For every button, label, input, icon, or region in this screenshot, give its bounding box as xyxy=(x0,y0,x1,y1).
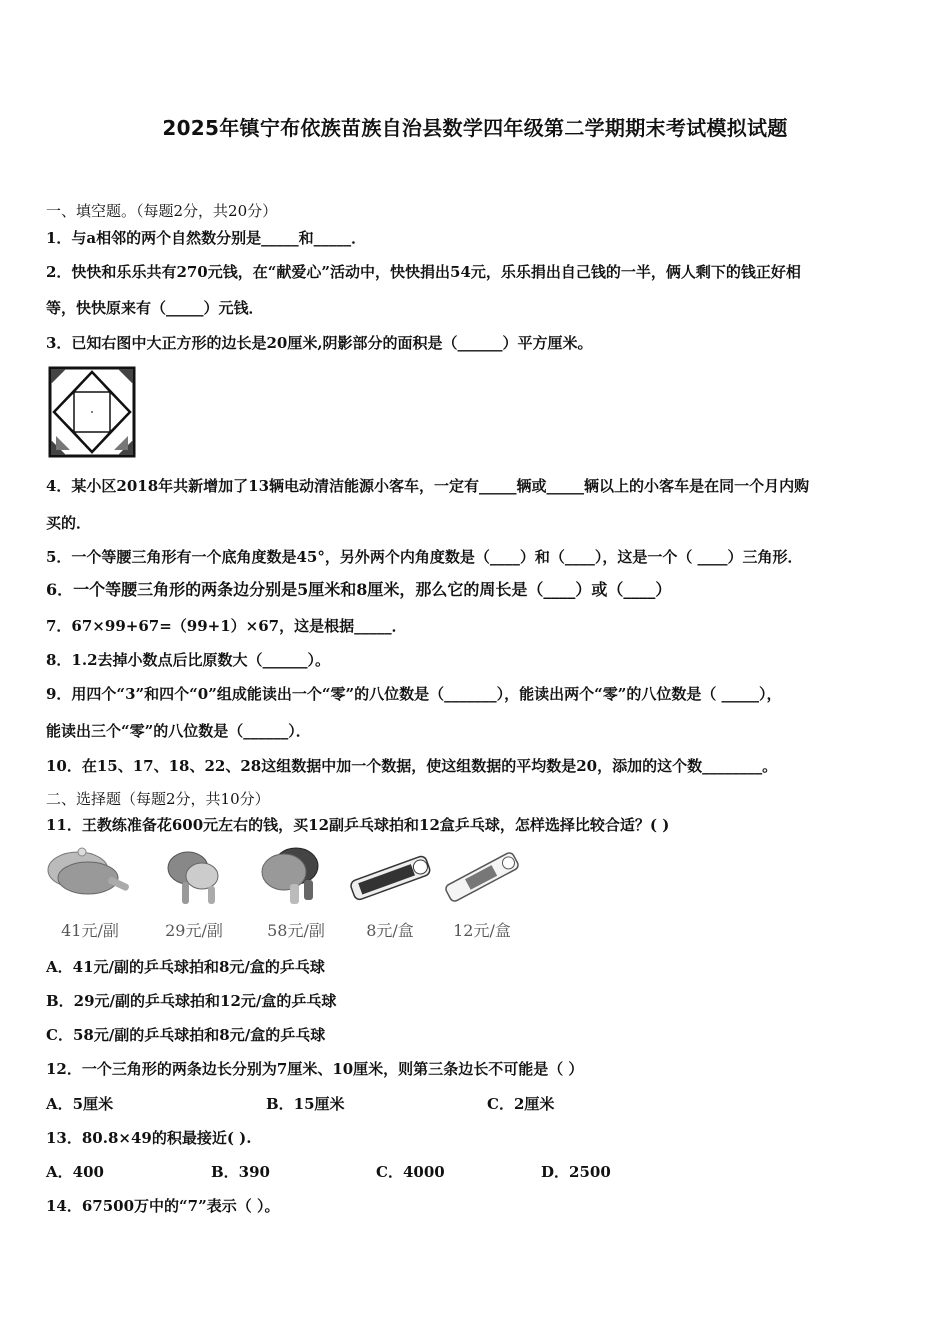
price-label: 41元/副 xyxy=(61,921,119,940)
question-11-option-c: C．58元/副的乒乓球拍和8元/盒的乒乓球 xyxy=(46,1026,326,1044)
ball-box-icon xyxy=(344,842,436,942)
paddle-pair-icon xyxy=(148,842,240,942)
question-12-option-a: A．5厘米 xyxy=(46,1095,114,1113)
question-14: 14．67500万中的“7”表示（ ）。 xyxy=(46,1197,280,1215)
paddle-pair-icon xyxy=(250,842,342,942)
question-4-line-1: 4．某小区2018年共新增加了13辆电动清洁能源小客车，一定有_____辆或_____辆以上的小客车是在同一个月内购 xyxy=(46,477,810,495)
price-label: 29元/副 xyxy=(165,921,223,940)
section-1-heading: 一、填空题。（每题2分，共20分） xyxy=(46,202,278,220)
question-9-line-1: 9．用四个“3”和四个“0”组成能读出一个“零”的八位数是（_______），能读出两个“零”的八位数是（ _____）， xyxy=(46,685,782,703)
price-label: 12元/盒 xyxy=(453,921,511,940)
square-shading-figure xyxy=(48,366,136,458)
question-12: 12．一个三角形的两条边长分别为7厘米、10厘米，则第三条边长不可能是（ ） xyxy=(46,1060,584,1078)
paddle-pair-icon xyxy=(44,842,136,942)
question-10: 10．在15、17、18、22、28这组数据中加一个数据，使这组数据的平均数是20，添加的这个数________。 xyxy=(46,757,778,775)
question-3: 3．已知右图中大正方形的边长是20厘米,阴影部分的面积是（______）平方厘米。 xyxy=(46,334,593,352)
price-label: 8元/盒 xyxy=(366,921,414,940)
question-5: 5．一个等腰三角形有一个底角度数是45°，另外两个内角度数是（____）和（____），这是一个（ ____）三角形． xyxy=(46,548,803,566)
price-label: 58元/副 xyxy=(267,921,325,940)
page-title: 2025年镇宁布依族苗族自治县数学四年级第二学期期末考试模拟试题 xyxy=(162,116,788,140)
question-11-option-a: A．41元/副的乒乓球拍和8元/盒的乒乓球 xyxy=(46,958,325,976)
question-11-option-b: B．29元/副的乒乓球拍和12元/盒的乒乓球 xyxy=(46,992,337,1010)
question-13: 13．80.8×49的积最接近( ). xyxy=(46,1129,252,1147)
question-9-line-2: 能读出三个“零”的八位数是（______）． xyxy=(46,722,311,740)
question-13-option-d: D．2500 xyxy=(541,1163,611,1181)
question-12-option-b: B．15厘米 xyxy=(266,1095,345,1113)
question-4-line-2: 买的． xyxy=(46,514,92,532)
section-2-heading: 二、选择题（每题2分，共10分） xyxy=(46,790,270,808)
product-images xyxy=(44,842,524,942)
question-8: 8．1.2去掉小数点后比原数大（______）。 xyxy=(46,651,331,669)
question-2-line-1: 2．快快和乐乐共有270元钱，在“献爱心”活动中，快快捐出54元，乐乐捐出自己钱的一半，俩人剩下的钱正好相 xyxy=(46,263,801,281)
ball-box-icon xyxy=(436,842,528,942)
question-13-option-c: C．4000 xyxy=(376,1163,445,1181)
question-13-option-b: B．390 xyxy=(211,1163,270,1181)
question-13-option-a: A．400 xyxy=(46,1163,104,1181)
question-11: 11．王教练准备花600元左右的钱，买12副乒乓球拍和12盒乒乓球，怎样选择比较合适？( ) xyxy=(46,816,670,834)
question-7: 7．67×99+67=（99+1）×67，这是根据_____． xyxy=(46,617,407,635)
question-6: 6．一个等腰三角形的两条边分别是5厘米和8厘米，那么它的周长是（____）或（____） xyxy=(46,580,672,599)
question-12-option-c: C．2厘米 xyxy=(487,1095,555,1113)
question-1: 1．与a相邻的两个自然数分别是_____和_____． xyxy=(46,229,367,247)
question-2-line-2: 等，快快原来有（_____）元钱． xyxy=(46,299,264,317)
